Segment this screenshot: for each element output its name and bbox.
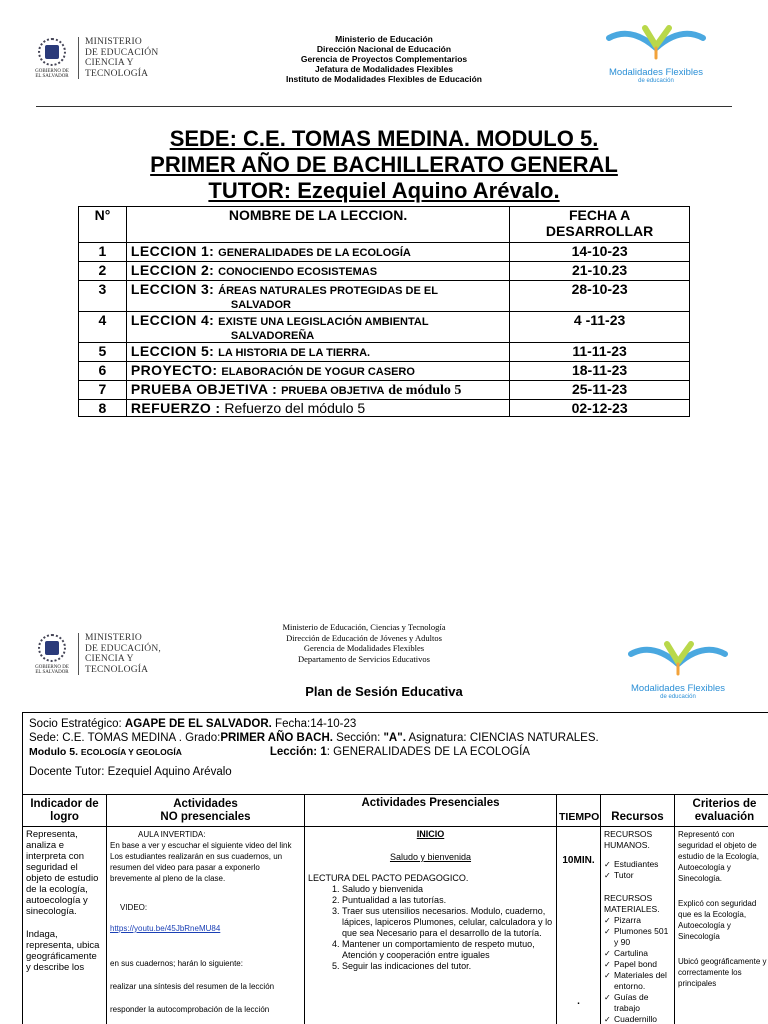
row-date: 18-11-23 (510, 362, 690, 381)
ministry-line: TECNOLOGÍA (85, 68, 149, 79)
lesson-name: EXISTE UNA LEGISLACIÓN AMBIENTAL (218, 316, 429, 328)
lesson-tag: LECCION 5: (130, 343, 215, 359)
sede-row (29, 731, 768, 745)
ministry-line: TECNOLOGÍA (85, 664, 149, 675)
plan-title: Plan de Sesión Educativa (305, 684, 463, 699)
header-line: Jefatura de Modalidades Flexibles (315, 64, 453, 74)
col-non-presential (107, 795, 305, 827)
video-link[interactable]: https://youtu.be/45JbRneMU84 (110, 924, 221, 933)
grade-value: PRIMER AÑO BACH. (220, 732, 333, 744)
docente-row: Docente Tutor: Ezequiel Aquino Arévalo (29, 766, 232, 778)
non-presential-cell (107, 827, 305, 1024)
np-video-label: VIDEO: (120, 903, 148, 912)
header-num: N° (79, 207, 127, 243)
row-lesson (126, 343, 509, 362)
lesson-tag: LECCION 1: (130, 243, 215, 259)
lesson-name-cont: SALVADOR (230, 299, 291, 311)
inicio-heading: INICIO (416, 829, 445, 839)
seal-caption: GOBIERNO DE EL SALVADOR (35, 69, 69, 79)
ministry-line: DE EDUCACIÓN (85, 47, 159, 58)
col-resources: Recursos (601, 795, 675, 827)
lesson-name: GENERALIDADES DE LA ECOLOGÍA (218, 247, 411, 259)
header-date-line: FECHA A (569, 207, 631, 223)
ministry-logo-2 (34, 632, 161, 676)
modalidades-flexibles-logo (596, 24, 716, 84)
indicator-text-2: Indaga, representa, ubica geográficamente y describe los (26, 929, 100, 973)
list-item: ✓ Pizarra (604, 915, 671, 926)
brand-name: Modalidades Flexibles (631, 683, 725, 694)
lesson-tag: REFUERZO : (130, 400, 221, 416)
criteria-text-3: Ubicó geográficamente y correctamente los principales (678, 957, 767, 988)
row-num: 3 (79, 281, 127, 312)
list-item: ✓ Cuadernillo (604, 1014, 671, 1024)
col-criteria: Criterios de evaluación (675, 795, 768, 827)
lesson-tag: LECCION 3: (130, 281, 215, 297)
open-book-icon (623, 640, 733, 678)
row-date: 21-10.23 (510, 262, 690, 281)
table-row (79, 362, 690, 381)
lesson-number: 1 (320, 746, 327, 758)
header-date (510, 207, 690, 243)
subject: Asignatura: CIENCIAS NATURALES. (405, 732, 599, 744)
row-date: 4 -11-23 (510, 312, 690, 343)
row-lesson (126, 381, 509, 400)
list-item: 3. Traer sus utensilios necesarios. Modulo, cuaderno, lápices, lapiceros Plumones, celular, calculadora y lo que sea Necesario para el desarrollo de la tutoría. (342, 906, 553, 939)
human-resources-label: RECURSOS HUMANOS. (604, 829, 653, 850)
list-item: 5. Seguir las indicaciones del tutor. (342, 961, 553, 972)
row-date: 11-11-23 (510, 343, 690, 362)
plan-row (23, 827, 768, 1024)
tutor-title: TUTOR: Ezequiel Aquino Arévalo. (208, 178, 560, 203)
header-lesson-name: NOMBRE DE LA LECCION. (126, 207, 509, 243)
socio-value: AGAPE DE EL SALVADOR. (124, 718, 272, 730)
row-num: 4 (79, 312, 127, 343)
indicator-text: Representa, analiza e interpreta con seguridad el objeto de estudio de la ecología, autoecología y sinecología. (26, 829, 99, 917)
lesson-name-cont: SALVADOREÑA (230, 330, 315, 342)
list-item: ✓ Materiales del entorno. (604, 970, 671, 992)
lesson-name: ELABORACIÓN DE YOGUR CASERO (221, 366, 415, 378)
list-item: ✓ Plumones 501 y 90 (604, 926, 671, 948)
ministry-line: MINISTERIO (85, 37, 142, 47)
lesson-name: CONOCIENDO ECOSISTEMAS (218, 266, 378, 278)
list-item: 4. Mantener un comportamiento de respeto mutuo, Atención y cooperación entre iguales (342, 939, 553, 961)
list-item: 1. Saludo y bienvenida (342, 884, 553, 895)
brand-subtitle: de educación (638, 78, 674, 84)
table-row (79, 312, 690, 343)
header-institution-lines (234, 34, 534, 84)
human-resources-list (604, 859, 671, 881)
header-line: Ministerio de Educación (335, 34, 433, 44)
ministry-logo (34, 36, 158, 80)
sede-label: Sede: C.E. TOMAS MEDINA . Grado: (29, 732, 221, 744)
header-line: Gerencia de Modalidades Flexibles (303, 643, 425, 653)
header-line: Dirección Nacional de Educación (316, 44, 452, 54)
row-lesson (126, 400, 509, 417)
table-row (79, 400, 690, 417)
ministry-line: DE EDUCACIÓN, (85, 643, 161, 654)
section-value: "A". (383, 732, 406, 744)
list-item: ✓ Tutor (604, 870, 671, 881)
grade-title: PRIMER AÑO DE BACHILLERATO GENERAL (150, 152, 618, 177)
module-label: Modulo 5. (29, 746, 81, 758)
lesson-name: LA HISTORIA DE LA TIERRA. (218, 347, 371, 359)
government-seal-icon (34, 36, 70, 80)
socio-row (29, 717, 768, 731)
row-num: 5 (79, 343, 127, 362)
list-item: 2. Puntualidad a las tutorías. (342, 895, 553, 906)
brand-name: Modalidades Flexibles (609, 67, 703, 78)
list-item: ✓ Estudiantes (604, 859, 671, 870)
government-seal-icon (34, 632, 70, 676)
session-plan-table (22, 794, 768, 1024)
modalidades-flexibles-logo-2 (618, 640, 738, 700)
criteria-cell (675, 827, 768, 1024)
row-date: 25-11-23 (510, 381, 690, 400)
greeting: Saludo y bienvenida (389, 852, 472, 862)
lesson-value: : GENERALIDADES DE LA ECOLOGÍA (326, 746, 530, 758)
session-info-box (22, 712, 768, 794)
table-row (79, 243, 690, 262)
np-line: responder la autocomprobación de la lección (110, 1005, 270, 1014)
lesson-name: Refuerzo del módulo 5 (224, 400, 366, 416)
table-row (79, 381, 690, 400)
col-np-line: Actividades (173, 797, 238, 810)
col-np-line: NO presenciales (160, 810, 251, 823)
header-divider (36, 106, 732, 107)
lessons-table (78, 206, 690, 417)
time-value: 10MIN. (562, 855, 595, 866)
row-num: 6 (79, 362, 127, 381)
site-title: SEDE: C.E. TOMAS MEDINA. MODULO 5. (169, 126, 599, 151)
lesson-name: ÁREAS NATURALES PROTEGIDAS DE EL (218, 285, 438, 297)
ministry-line: CIENCIA Y (85, 58, 134, 68)
header-line: Gerencia de Proyectos Complementarios (300, 54, 468, 64)
lesson-name: PRUEBA OBJETIVA (281, 385, 385, 397)
list-item: ✓ Cartulina (604, 948, 671, 959)
lessons-header-row (79, 207, 690, 243)
row-lesson (126, 281, 509, 312)
material-resources-label: RECURSOS MATERIALES. (604, 893, 660, 914)
row-num: 7 (79, 381, 127, 400)
row-lesson (126, 312, 509, 343)
np-line: en sus cuadernos; harán lo siguiente: (110, 959, 243, 968)
list-item: ✓ Guías de trabajo (604, 992, 671, 1014)
modulo-row (29, 745, 768, 759)
np-line: realizar una síntesis del resumen de la lección (110, 982, 275, 991)
session-date: Fecha:14-10-23 (271, 718, 357, 730)
header-institution-lines-2 (214, 622, 514, 664)
material-resources-list (604, 915, 671, 1024)
row-date: 14-10-23 (510, 243, 690, 262)
pact-list (342, 884, 553, 972)
open-book-icon (601, 24, 711, 62)
col-indicator: Indicador de logro (23, 795, 107, 827)
row-num: 8 (79, 400, 127, 417)
criteria-text-2: Explicó con seguridad que es la Ecología, Autoecología y Sinecología (678, 899, 757, 941)
ministry-line: MINISTERIO (85, 633, 142, 643)
header-line: Dirección de Educación de Jóvenes y Adultos (286, 632, 442, 643)
section-label: Sección: (332, 732, 384, 744)
table-row (79, 262, 690, 281)
col-presential: Actividades Presenciales (305, 795, 557, 827)
row-num: 1 (79, 243, 127, 262)
list-item: ✓ Papel bond (604, 959, 671, 970)
lesson-tag: LECCION 4: (130, 312, 215, 328)
time-dot: . (577, 996, 580, 1007)
ministry-name (85, 37, 158, 79)
time-cell (557, 827, 601, 1024)
pact-reading: LECTURA DEL PACTO PEDAGOGICO. (308, 873, 469, 883)
brand-subtitle: de educación (660, 694, 696, 700)
socio-label: Socio Estratégico: (29, 718, 125, 730)
table-row (79, 343, 690, 362)
row-date: 02-12-23 (510, 400, 690, 417)
header-line: Departamento de Servicios Educativos (298, 653, 430, 664)
header-date-line: DESARROLLAR (545, 223, 654, 239)
np-body: En base a ver y escuchar el siguiente video del link Los estudiantes realizarán en sus cuadernos, un resumen del video para pasar a exponerlo brevemente al pleno de la clase. (110, 841, 292, 883)
resources-cell (601, 827, 675, 1024)
header-line: Instituto de Modalidades Flexibles de Educación (285, 74, 482, 84)
lesson-tag: PRUEBA OBJETIVA : (130, 381, 278, 397)
np-heading: AULA INVERTIDA: (138, 830, 206, 839)
row-lesson (126, 243, 509, 262)
lesson-label: Lección: (269, 746, 321, 758)
module-value: ECOLOGÍA Y GEOLOGÍA (80, 747, 182, 757)
seal-caption: GOBIERNO DE EL SALVADOR (35, 665, 69, 675)
plan-header-row (23, 795, 768, 827)
lesson-name-extra: de módulo 5 (388, 383, 462, 398)
ministry-name (85, 633, 161, 675)
row-date: 28-10-23 (510, 281, 690, 312)
criteria-text: Representó con seguridad el objeto de estudio de la Ecología, Autoecología y Sinecología. (678, 830, 759, 883)
row-lesson (126, 262, 509, 281)
presential-cell (305, 827, 557, 1024)
ministry-line: CIENCIA Y (85, 654, 134, 664)
col-time: TIEMPO (557, 795, 601, 827)
table-row (79, 281, 690, 312)
header-line: Ministerio de Educación, Ciencias y Tecnología (282, 622, 446, 632)
row-lesson (126, 362, 509, 381)
indicator-cell (23, 827, 107, 1024)
lesson-tag: LECCION 2: (130, 262, 215, 278)
lesson-tag: PROYECTO: (130, 362, 218, 378)
row-num: 2 (79, 262, 127, 281)
